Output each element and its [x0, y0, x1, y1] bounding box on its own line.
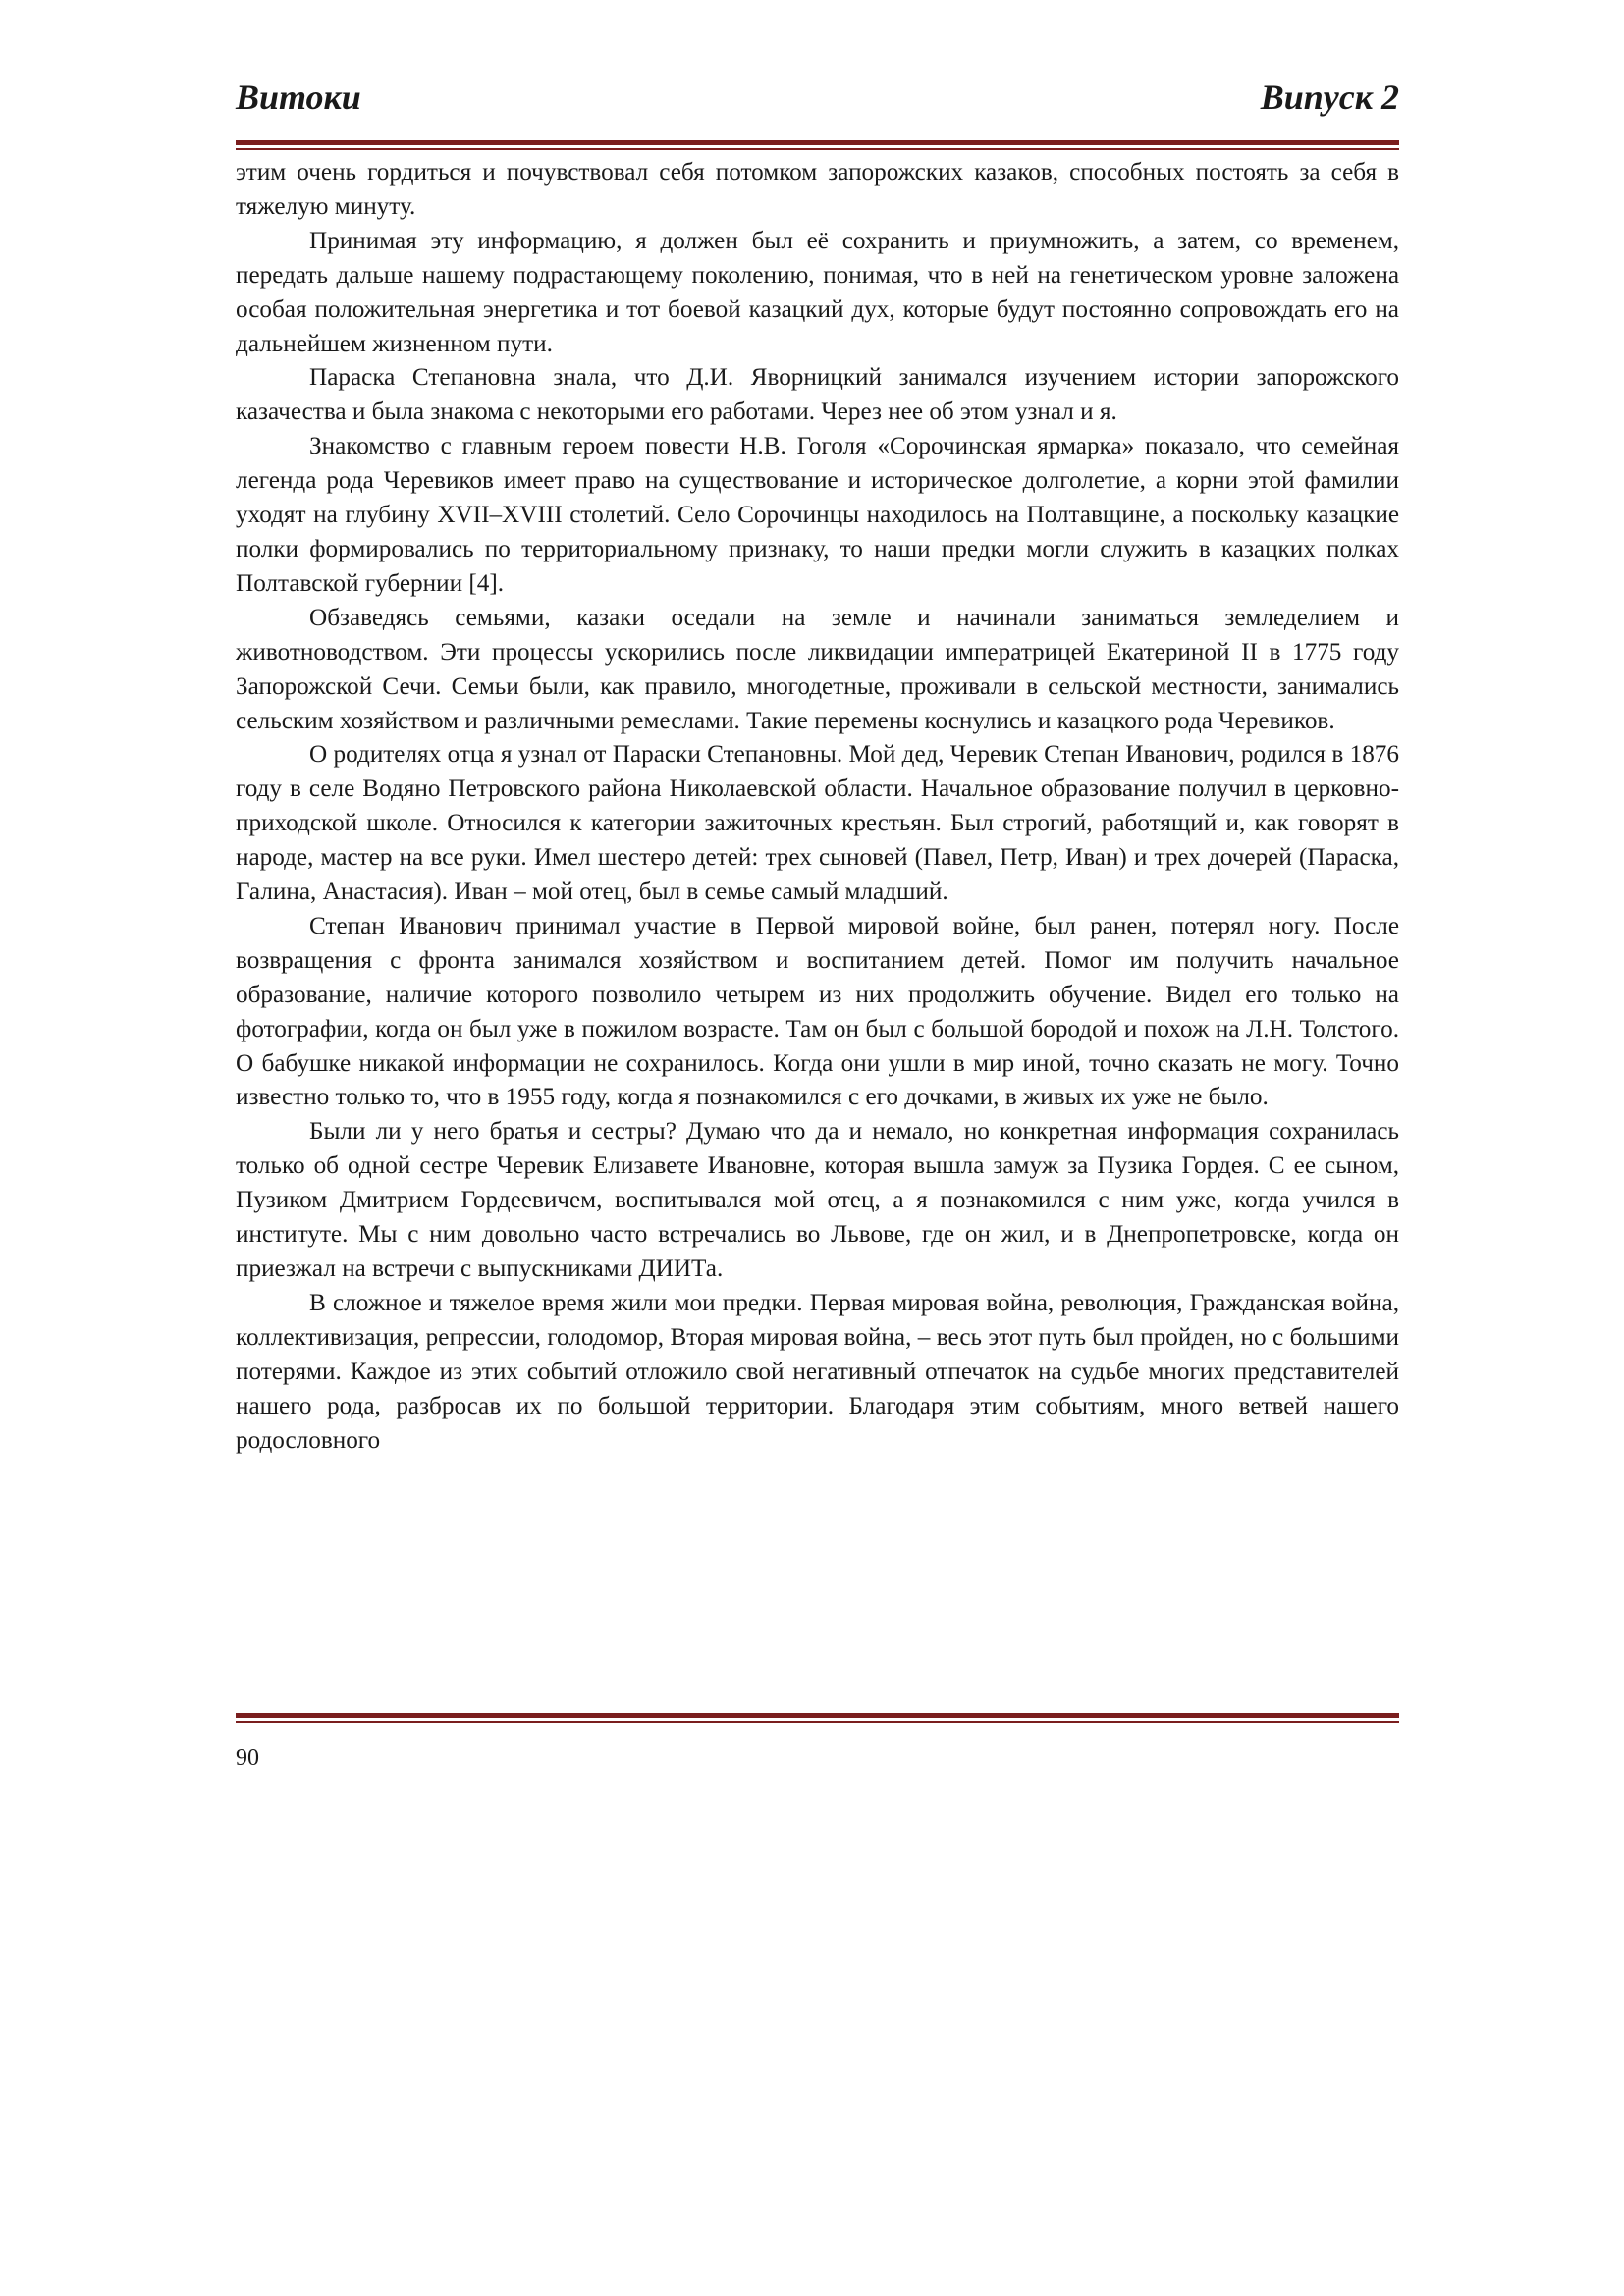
paragraph: Степан Иванович принимал участие в Первой мировой войне, был ранен, потерял ногу. После возвращения с фронта занимался хозяйством и воспитанием детей. Помог им получить начальное образование, наличие которого позволило четырем из них продолжить обучение. Видел его только на фотографии, когда он был уже в пожилом возрасте. Там он был с большой бородой и похож на Л.Н. Толстого. О бабушке никакой информации не сохранилось. Когда они ушли в мир иной, точно сказать не могу. Точно известно только то, что в 1955 году, когда я познакомился с его дочками, в живых их уже не было.	[236, 912, 1399, 1111]
header-rule	[236, 140, 1399, 150]
running-header	[236, 77, 1399, 132]
article-body	[236, 156, 1399, 1458]
paragraph: Обзаведясь семьями, казаки оседали на земле и начинали заниматься земледелием и животноводством. Эти процессы ускорились после ликвидации императрицей Екатериной II в 1775 году Запорожской Сечи. Семьи были, как правило, многодетные, проживали в сельской местности, занимались сельским хозяйством и различными ремеслами. Такие перемены коснулись и казацкого рода Черевиков.	[236, 604, 1399, 734]
paragraph: этим очень гордиться и почувствовал себя потомком запорожских казаков, способных постоять за себя в тяжелую минуту.	[236, 159, 1399, 220]
paragraph: О родителях отца я узнал от Параски Степановны. Мой дед, Черевик Степан Иванович, родился в 1876 году в селе Водяно Петровского района Николаевской области. Начальное образование получил в церковно-приходской школе. Относился к категории зажиточных крестьян. Был строгий, работящий и, как говорят в народе, мастер на все руки. Имел шестеро детей: трех сыновей (Павел, Петр, Иван) и трех дочерей (Параска, Галина, Анастасия). Иван – мой отец, был в семье самый младший.	[236, 741, 1399, 906]
paragraph: В сложное и тяжелое время жили мои предки. Первая мировая война, революция, Гражданская война, коллективизация, репрессии, голодомор, Вторая мировая война, – весь этот путь был пройден, но с большими потерями. Каждое из этих событий отложило свой негативный отпечаток на судьбе многих представителей нашего рода, разбросав их по большой территории. Благодаря этим событиям, много ветвей нашего родословного	[236, 1289, 1399, 1454]
paragraph: Параска Степановна знала, что Д.И. Яворницкий занимался изучением истории запорожского казачества и была знакома с некоторыми его работами. Через нее об этом узнал и я.	[236, 364, 1399, 426]
paragraph: Принимая эту информацию, я должен был её сохранить и приумножить, а затем, со временем, передать дальше нашему подрастающему поколению, понимая, что в ней на генетическом уровне заложена особая положительная энергетика и тот боевой казацкий дух, которые будут постоянно сопровождать его на дальнейшем жизненном пути.	[236, 227, 1399, 357]
paragraph: Были ли у него братья и сестры? Думаю что да и немало, но конкретная информация сохранилась только об одной сестре Черевик Елизавете Ивановне, которая вышла замуж за Пузика Гордея. С ее сыном, Пузиком Дмитрием Гордеевичем, воспитывался мой отец, а я познакомился с ним уже, когда учился в институте. Мы с ним довольно часто встречались во Львове, где он жил, и в Днепропетровске, когда он приезжал на встречи с выпускниками ДИИТа.	[236, 1118, 1399, 1282]
issue-label: Випуск 2	[1260, 78, 1399, 117]
paragraph: Знакомство с главным героем повести Н.В. Гоголя «Сорочинская ярмарка» показало, что семейная легенда рода Черевиков имеет право на существование и историческое долголетие, а корни этой фамилии уходят на глубину XVII–XVIII столетий. Село Сорочинцы находилось на Полтавщине, а поскольку казацкие полки формировались по территориальному признаку, то наши предки могли служить в казацких полках Полтавской губернии [4].	[236, 433, 1399, 597]
journal-title: Витоки	[236, 78, 361, 117]
footer-rule	[236, 1713, 1399, 1723]
page-number: 90	[236, 1745, 259, 1771]
